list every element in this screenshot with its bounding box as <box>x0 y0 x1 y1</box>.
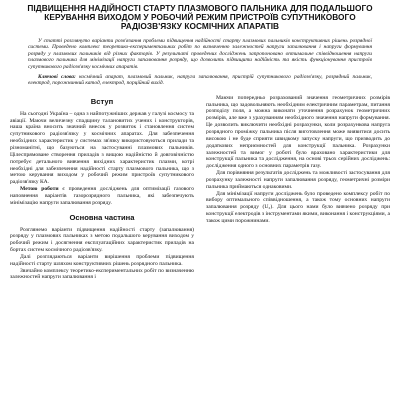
goal-text: є проведення досліджень для оптимізації газового наповнення варіантів газорозрядного пальника, які забезпечують мінімізацію напруги запалювання розряду. <box>10 186 194 206</box>
keywords-label: Ключові слова: <box>38 73 76 80</box>
intro-heading: Вступ <box>90 96 114 106</box>
paper-title: ПІДВИЩЕННЯ НАДІЙНОСТІ СТАРТУ ПЛАЗМОВОГО ПАЛЬНИКА ДЛЯ ПОДАЛЬШОГО КЕРУВАННЯ ВИХОДОМ У РОБОЧИЙ РЕЖИМ ПРИСТРОЇВ СУПУТНИКОВОГО РАДІОЗВ'ЯЗКУ КОСМІЧНИХ АПАРАТІВ <box>27 3 373 32</box>
main-paragraph-2: Далі розглядаються варіанти вирішення проблеми підвищення надійності старту шляхом конструктивних рішень розрядного пальника. <box>10 253 194 267</box>
main-paragraph-1: Розглянемо варіанти підвищення надійності старту (запалювання) розряду у плазмових пальниках з метою подальшого керування виходом у робочий режим і досягнення експлуатаційних характеристик приладів на бортах систем космічного радіозв'язку. <box>10 226 194 254</box>
keywords-text: космічний апарат, плазмовий пальник, напруга запалювання, пристрій супутникового радіозв'язку, розрядний пальник, електрод, порожнинний катод, електрод, порційний вихід. <box>28 73 372 87</box>
left-column <box>10 95 194 282</box>
body-columns <box>10 95 390 282</box>
goal-paragraph <box>10 186 194 207</box>
right-paragraph-2: Для порівняння результатів досліджень та можливості застосування для розрахунку залежності напруги запалювання розряду, геометричні розміри пальника приймаються однаковими. <box>206 170 390 190</box>
right-paragraph-1: Маючи попередньо розрахований значення геометричних розмірів пальника, що задовольняють необхідним електричним параметрам, питання розподілу поля, а можна виконати уточнення розрахунок геометричних розмірів, але вже з урахуванням необхідного значення напруги формування. Це дозволить виключити необхідні розрахунки, коли розрахункова напруга розрядного проміжку пальника після виготовлення може виявитися досить високою і не буде сприяти швидкому запуску напруги, що призводить до додаткових неприємностей для конструкції пальника. Розрахунки залежностей та вимог у роботі було враховано характеристики для конструкції пальника та дослідження, на основі трьох серійних досліджень: дослідження одного з основних параметрів газу. <box>206 94 390 170</box>
goal-label: Метою роботи <box>20 186 59 193</box>
keywords <box>28 74 372 87</box>
right-column <box>206 95 390 282</box>
main-heading: Основна частина <box>69 212 135 222</box>
main-paragraph-3: Звичайно комплексу теоретико-експериментальних робіт по визначенню залежностей напруги запалювання і <box>10 267 194 281</box>
abstract: У статті розглянуто варіанти розв'язання проблеми підвищення надійності старту плазмових пальників конструктивних рішень розрядної системи. Проведено комплекс теоретико-експериментальних робіт по визначенню залежностей напруги запалювання і напруги формування розряду у плазмових пальників від різних факторів. У результаті проведених досліджень запропоновано оптимальне співвідношення напруги плазмового пальника для мінімізації напруги запалювання розряду, що дозволить підвищити надійність та якість функціонування пристроїв супутникового радіозв'язку космічних апаратів. <box>28 37 372 70</box>
intro-paragraph: На сьогодні Україна – одна з найпотужніших держав у галузі космосу та авіації. Маючи величезну спадщину талановитих учених і конструкторів, наша країна вносить значний внесок у розвиток і становлення систем супутникового радіозв'язку у космічних апаратах. Для забезпечення необхідних характеристик у системах зв'язку використовуються прилади та різноманітні, що базуються на застосуванні плазмових пальників. Цілеспрямоване створення приладів з вищою надійністю й довговічністю потребує детального вивчення вихідних характеристик плазми, котрі необхідні для забезпечення надійності старту плазмового пальника, що з метою керування виходом у робочий режим пристроїв супутникового радіозв'язку КА. <box>10 110 194 186</box>
right-paragraph-3: Для мінімізації напруги досліджень було проведено комплексу робіт по вибору оптимального співвідношення, а також тому основних напруги запалювання розряду (U₂). Для цього нами було вивчено розряду при конструкції електродів з інструментами якими, виконання і конструкціями, а також цими порожнинами. <box>206 190 390 224</box>
